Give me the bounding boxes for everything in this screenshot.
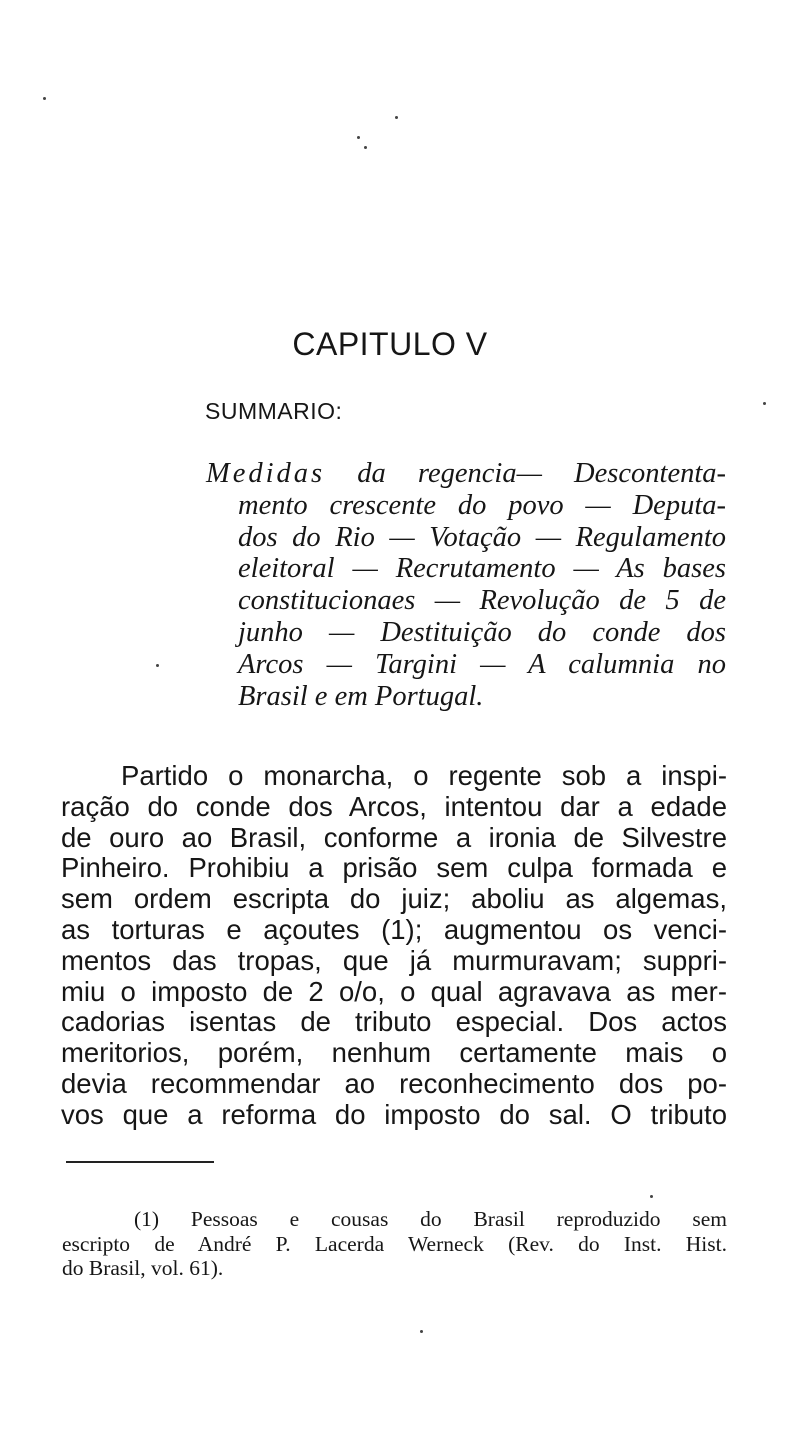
body-line: miu o imposto de 2 o/o, o qual agravava as mer- xyxy=(61,975,727,1007)
body-line-part: ; augmentou os venci- xyxy=(414,913,727,945)
summary-line: junho — Destituição do conde dos xyxy=(238,616,726,648)
body-paragraph xyxy=(61,761,727,1131)
summary-first-word: Medidas xyxy=(206,458,326,489)
chapter-summary xyxy=(206,458,726,712)
chapter-title: CAPITULO V xyxy=(292,326,488,362)
footnote-line: do Brasil, vol. 61). xyxy=(62,1256,224,1280)
footnote-divider xyxy=(66,1161,214,1163)
scan-speck xyxy=(420,1330,423,1333)
summary-line: Arcos — Targini — A calumnia no xyxy=(238,648,726,680)
footnote xyxy=(62,1207,727,1281)
body-line: Partido o monarcha, o regente sob a inspi- xyxy=(121,760,727,791)
footnote-line: (1) Pessoas e cousas do Brasil reproduzido sem xyxy=(134,1207,727,1231)
summary-line: Brasil e em Portugal. xyxy=(238,680,484,712)
body-line: Pinheiro. Prohibiu a prisão sem culpa formada e xyxy=(61,852,727,884)
body-line: devia recommendar ao reconhecimento dos po- xyxy=(61,1067,727,1099)
scan-speck xyxy=(650,1195,653,1198)
body-line: meritorios, porém, nenhum certamente mais o xyxy=(61,1037,727,1069)
body-line: cadorias isentas de tributo especial. Dos actos xyxy=(61,1006,727,1038)
body-line xyxy=(61,915,727,946)
body-line: mentos das tropas, que já murmuravam; suppri- xyxy=(61,944,727,976)
body-line: sem ordem escripta do juiz; aboliu as algemas, xyxy=(61,883,727,915)
body-line-part: as torturas e açoutes xyxy=(61,913,360,945)
scan-speck xyxy=(357,136,360,139)
summary-label: SUMMARIO: xyxy=(205,398,343,424)
scan-speck xyxy=(763,402,766,405)
summary-line: constitucionaes — Revolução de 5 de xyxy=(238,585,726,617)
summary-line: eleitoral — Recrutamento — As bases xyxy=(238,553,726,585)
footnote-reference[interactable]: (1) xyxy=(381,913,415,945)
body-line: ração do conde dos Arcos, intentou dar a edade xyxy=(61,790,727,822)
summary-first-tail: — Descontenta- xyxy=(516,458,726,489)
summary-line: mento crescente do povo — Deputa- xyxy=(238,489,726,521)
scan-speck xyxy=(395,116,398,119)
summary-line: dos do Rio — Votação — Regulamento xyxy=(238,521,726,553)
scan-speck xyxy=(43,97,46,100)
scan-speck xyxy=(364,146,367,149)
body-line: vos que a reforma do imposto do sal. O tributo xyxy=(61,1098,727,1130)
footnote-line: escripto de André P. Lacerda Werneck (Rev. do Inst. Hist. xyxy=(62,1231,727,1256)
scan-speck xyxy=(156,664,159,667)
summary-first-rest: da regencia xyxy=(325,458,517,489)
summary-line xyxy=(206,458,726,490)
body-line: de ouro ao Brasil, conforme a ironia de Silvestre xyxy=(61,821,727,853)
